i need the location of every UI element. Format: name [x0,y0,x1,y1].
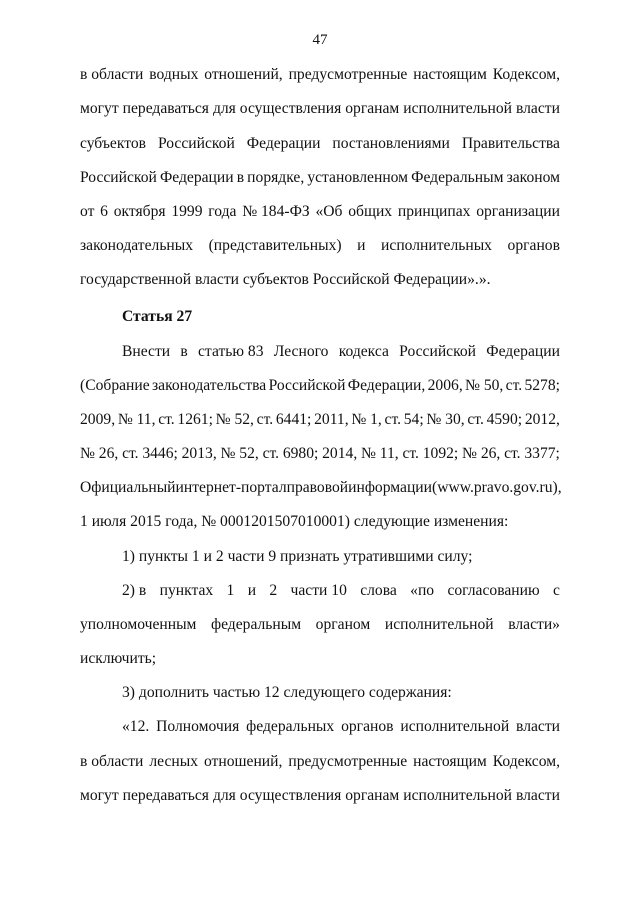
word: Федерации [159,169,234,186]
word: № 52, [220,445,259,462]
text-line [122,716,560,738]
word: органов [341,718,394,735]
text-line [80,409,560,431]
word: (представительных) [208,237,342,254]
word: ст. [122,445,139,462]
word: федеральных [246,718,335,735]
text-line [80,443,560,465]
line-text: государственной власти субъектов Российской Федерации».». [80,271,491,288]
word: субъектов [80,135,146,152]
word: Федеральным [411,169,504,186]
word: № 52, [215,411,254,428]
word: 5278; [524,377,560,394]
word: статью 83 [198,343,264,360]
word: ст. [504,445,521,462]
word: власти [515,787,560,804]
article-heading-text: Статья 27 [122,308,193,325]
word: порядке, [247,169,305,186]
word: органов [507,237,560,254]
word: 1 [226,582,235,599]
text-line [80,201,560,223]
word: 6 [100,203,108,220]
word: законом [506,169,560,186]
word: ст. [256,411,274,428]
word: могут [80,100,119,117]
word: предусмотренные [288,66,408,83]
word: пунктах [159,582,214,599]
word: согласованию [447,582,540,599]
word: настоящим [413,753,487,770]
text-line [80,614,560,636]
word: октября [113,203,166,220]
word: с [552,582,560,599]
word: лесных [149,753,198,770]
article-heading [122,306,192,328]
word: № 184-ФЗ [242,203,310,220]
word: отношений, [203,753,283,770]
word: кодекса [338,343,389,360]
text-line [80,477,560,499]
word: № 26, [462,445,501,462]
word: передаваться [122,100,209,117]
word: 1999 [171,203,203,220]
word: части 10 [290,582,347,599]
word: 6441; [275,411,312,428]
word: ст. [467,411,484,428]
line-text: исключить; [80,650,157,667]
word: № 1, [351,411,382,428]
word: органом [315,616,371,633]
text-line [122,546,472,568]
text-line [80,269,491,291]
word: Федерации, [347,377,426,394]
word: Российской [157,135,235,152]
word: (Собрание [80,377,150,394]
word: № 11, [117,411,156,428]
word: ст. [505,377,523,394]
word: Российской [80,169,157,186]
word: в [236,169,245,186]
word: Российской [268,377,346,394]
word: 3446; [142,445,178,462]
word: 2012, [524,411,560,428]
text-line [122,580,560,602]
word: Федерации [246,135,321,152]
word: Российской [399,343,477,360]
word: от [80,203,95,220]
word: законодательства [151,377,267,394]
word: принципах [397,203,471,220]
word: «Об [315,203,343,220]
text-line [80,235,560,257]
word: 4590; [486,411,523,428]
word: 2009, [80,411,116,428]
word: № 30, [426,411,465,428]
word: Официальный [80,479,176,496]
word: ст. [158,411,175,428]
word: в области [80,753,144,770]
word: Правительства [461,135,560,152]
text-line [80,167,560,189]
word: 2006, [427,377,463,394]
word: Полномочия [156,718,240,735]
line-text: 1) пункты 1 и 2 части 9 признать утратившими силу; [122,548,473,565]
word: Кодексом, [492,753,560,770]
word: исполнительных [381,237,492,254]
word: и [247,582,257,599]
word: ст. [262,445,280,462]
word: 3377; [524,445,560,462]
word: исполнительной [403,787,513,804]
word: ст. [384,411,402,428]
word: исполнительной [384,616,494,633]
word: информации [348,479,432,496]
word: настоящим [413,66,487,83]
word: власти» [508,616,560,633]
word: «12. [122,718,150,735]
word: Кодексом, [492,66,560,83]
word: 1261; [177,411,213,428]
word: (www.pravo.gov.ru), [432,479,562,496]
word: отношений, [204,66,283,83]
word: Федерации [486,343,560,360]
word: постановлениями [332,135,450,152]
word: № 26, [80,445,119,462]
text-line [80,785,560,807]
word: 1092; [422,445,459,462]
text-line [80,648,156,670]
word: в области [80,66,144,83]
word: могут [80,787,119,804]
word: для [212,100,236,117]
word: 2014, [322,445,358,462]
word: в [180,343,188,360]
word: № 11, [361,445,399,462]
word: установленном [307,169,409,186]
word: 54; [403,411,424,428]
word: Внести [122,343,171,360]
word: исполнительной [400,718,510,735]
word: власти [516,718,560,735]
word: органам [345,787,400,804]
text-line [80,98,560,120]
word: предусмотренные [288,753,408,770]
word: водных [149,66,199,83]
word: общих [348,203,393,220]
page-number: 47 [312,32,328,48]
word: и [357,237,366,254]
text-line [80,64,560,86]
line-text: 3) дополнить частью 12 следующего содержания: [122,684,452,701]
word: ст. [402,445,419,462]
word: законодательных [80,237,194,254]
text-line [122,682,452,704]
word: организации [476,203,560,220]
word: слова [360,582,397,599]
word: интернет-портал [175,479,287,496]
line-text: 1 июля 2015 года, № 0001201507010001) следующие изменения: [80,513,509,530]
text-line [80,751,560,773]
word: передаваться [122,787,209,804]
word: «по [410,582,435,599]
word: 2013, [181,445,217,462]
word: правовой [286,479,349,496]
word: 2) в [122,582,147,599]
word: федеральным [210,616,302,633]
word: 2 [269,582,278,599]
text-line [122,341,560,363]
word: 6980; [282,445,319,462]
word: власти [515,100,560,117]
word: органам [345,100,400,117]
word: года [208,203,237,220]
word: для [212,787,236,804]
text-line [80,133,560,155]
word: уполномоченным [80,616,197,633]
text-line [80,511,508,533]
text-line [80,375,560,397]
word: № 50, [465,377,504,394]
word: Лесного [273,343,329,360]
word: осуществления [239,787,342,804]
word: исполнительной [403,100,513,117]
word: 2011, [314,411,349,428]
word: осуществления [239,100,342,117]
